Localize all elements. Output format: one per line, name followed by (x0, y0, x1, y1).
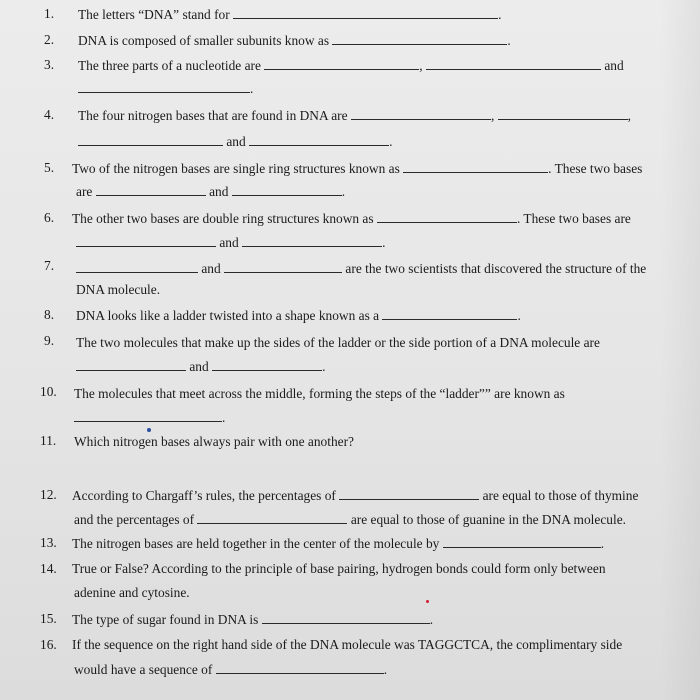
punctuation: . (382, 235, 386, 250)
question-text: True or False? According to the principle of base pairing, hydrogen bonds could form only between (72, 561, 606, 576)
answer-blank[interactable] (332, 32, 507, 45)
punctuation: . (517, 308, 521, 323)
punctuation: . (600, 536, 605, 551)
question-text: and (604, 58, 624, 73)
question-9 (76, 335, 600, 351)
question-12-continued (74, 511, 626, 528)
answer-blank[interactable] (264, 57, 419, 70)
question-text: The molecules that meet across the middle, forming the steps of the “ladder”” are known as (74, 386, 565, 401)
page-shadow (660, 0, 700, 700)
question-5 (72, 160, 642, 177)
punctuation: , (490, 108, 495, 123)
question-number: 14. (40, 561, 57, 576)
question-number: 3. (44, 57, 55, 72)
question-11 (74, 434, 354, 450)
punctuation: , (419, 58, 423, 73)
question-text: Two of the nitrogen bases are single ring structures known as (72, 161, 400, 176)
question-text: are equal to those of guanine in the DNA molecule. (350, 512, 626, 527)
question-number: 10. (40, 384, 57, 399)
question-13 (72, 535, 604, 552)
punctuation: . (222, 410, 226, 425)
punctuation: . (341, 184, 346, 199)
answer-blank[interactable] (74, 409, 222, 422)
question-number: 5. (44, 160, 55, 175)
question-3-continued: . (78, 80, 253, 97)
question-text: DNA looks like a ladder twisted into a shape known as a (76, 308, 380, 323)
answer-blank[interactable] (443, 535, 601, 548)
question-number: 11. (40, 433, 57, 448)
answer-blank[interactable] (212, 358, 322, 371)
question-text: and (226, 134, 246, 149)
answer-blank[interactable] (233, 6, 498, 19)
answer-blank[interactable] (224, 260, 342, 273)
question-10-continued (74, 409, 225, 426)
answer-blank[interactable] (76, 234, 216, 247)
question-number: 16. (40, 637, 57, 652)
question-text: . These two bases (548, 161, 643, 176)
question-text: are the two scientists that discovered the structure of the (345, 261, 647, 276)
answer-blank[interactable] (426, 57, 601, 70)
question-number: 13. (40, 535, 57, 550)
question-number: 6. (44, 210, 55, 225)
question-10 (74, 386, 565, 402)
question-number: 15. (40, 611, 57, 626)
punctuation: , (627, 108, 632, 123)
punctuation: . (389, 134, 393, 149)
question-text: The letters “DNA” stand for (78, 7, 230, 22)
answer-blank[interactable] (242, 234, 382, 247)
question-text: Which nitrogen bases always pair with one another? (74, 434, 354, 449)
question-number: 12. (40, 487, 57, 502)
question-text: The three parts of a nucleotide are (78, 58, 261, 73)
answer-blank[interactable] (78, 133, 223, 146)
question-text: . These two bases are (516, 211, 631, 226)
question-number: 1. (44, 6, 55, 21)
question-1: The letters “DNA” stand for . (78, 7, 502, 22)
punctuation: . (383, 662, 388, 677)
question-7-continued (76, 282, 160, 298)
question-9-continued (76, 358, 325, 375)
answer-blank[interactable] (262, 611, 430, 624)
question-text: are equal to those of thymine (482, 488, 639, 503)
question-5-continued (76, 183, 345, 200)
question-text: DNA molecule. (76, 282, 161, 297)
question-text: are (76, 184, 93, 199)
question-text: The other two bases are double ring structures known as (72, 211, 374, 226)
answer-blank[interactable] (216, 661, 384, 674)
question-text: would have a sequence of (74, 662, 213, 677)
question-2: DNA is composed of smaller subunits know as . (78, 33, 511, 48)
question-6-continued (76, 234, 385, 251)
question-number: 7. (44, 258, 55, 273)
answer-blank[interactable] (498, 107, 628, 120)
answer-blank[interactable] (351, 107, 491, 120)
question-6 (72, 210, 631, 227)
question-text: According to Chargaff’s rules, the percentages of (72, 488, 336, 503)
answer-blank[interactable] (249, 133, 389, 146)
question-number: 9. (44, 333, 55, 348)
question-text: The two molecules that make up the sides of the ladder or the side portion of a DNA molecule are (76, 335, 600, 350)
question-text: adenine and cytosine. (74, 585, 190, 600)
question-14 (72, 561, 606, 577)
question-text: and the percentages of (74, 512, 195, 527)
question-16-continued (74, 661, 387, 678)
punctuation: . (429, 612, 434, 627)
question-8 (76, 307, 521, 324)
question-7 (76, 260, 646, 277)
question-14-continued (74, 585, 190, 601)
question-number: 8. (44, 307, 55, 322)
question-15 (72, 611, 433, 628)
answer-blank[interactable] (76, 260, 198, 273)
ink-mark (426, 600, 429, 603)
question-text: The type of sugar found in DNA is (72, 612, 259, 627)
answer-blank[interactable] (197, 511, 347, 524)
question-text: If the sequence on the right hand side of the DNA molecule was TAGGCTCA, the complimentary side (72, 637, 623, 652)
answer-blank[interactable] (76, 358, 186, 371)
punctuation: . (322, 359, 326, 374)
answer-blank[interactable] (377, 210, 517, 223)
question-text: The nitrogen bases are held together in the center of the molecule by (72, 536, 440, 551)
question-4-continued (78, 133, 392, 150)
question-text: DNA is composed of smaller subunits know as (78, 33, 330, 48)
question-text: and (219, 235, 239, 250)
question-text: The four nitrogen bases that are found in DNA are (78, 108, 348, 123)
question-3 (78, 57, 624, 74)
answer-blank[interactable] (382, 307, 517, 320)
ink-mark (147, 428, 151, 432)
question-number: 4. (44, 107, 55, 122)
answer-blank[interactable] (232, 183, 342, 196)
question-text: and (201, 261, 221, 276)
question-text: and (189, 359, 209, 374)
question-12 (72, 487, 638, 504)
answer-blank[interactable] (96, 183, 206, 196)
answer-blank[interactable] (339, 487, 479, 500)
answer-blank[interactable] (78, 80, 250, 93)
question-number: 2. (44, 32, 55, 47)
question-text: and (209, 184, 229, 199)
question-16 (72, 637, 622, 653)
question-4 (78, 107, 631, 124)
answer-blank[interactable] (403, 160, 548, 173)
